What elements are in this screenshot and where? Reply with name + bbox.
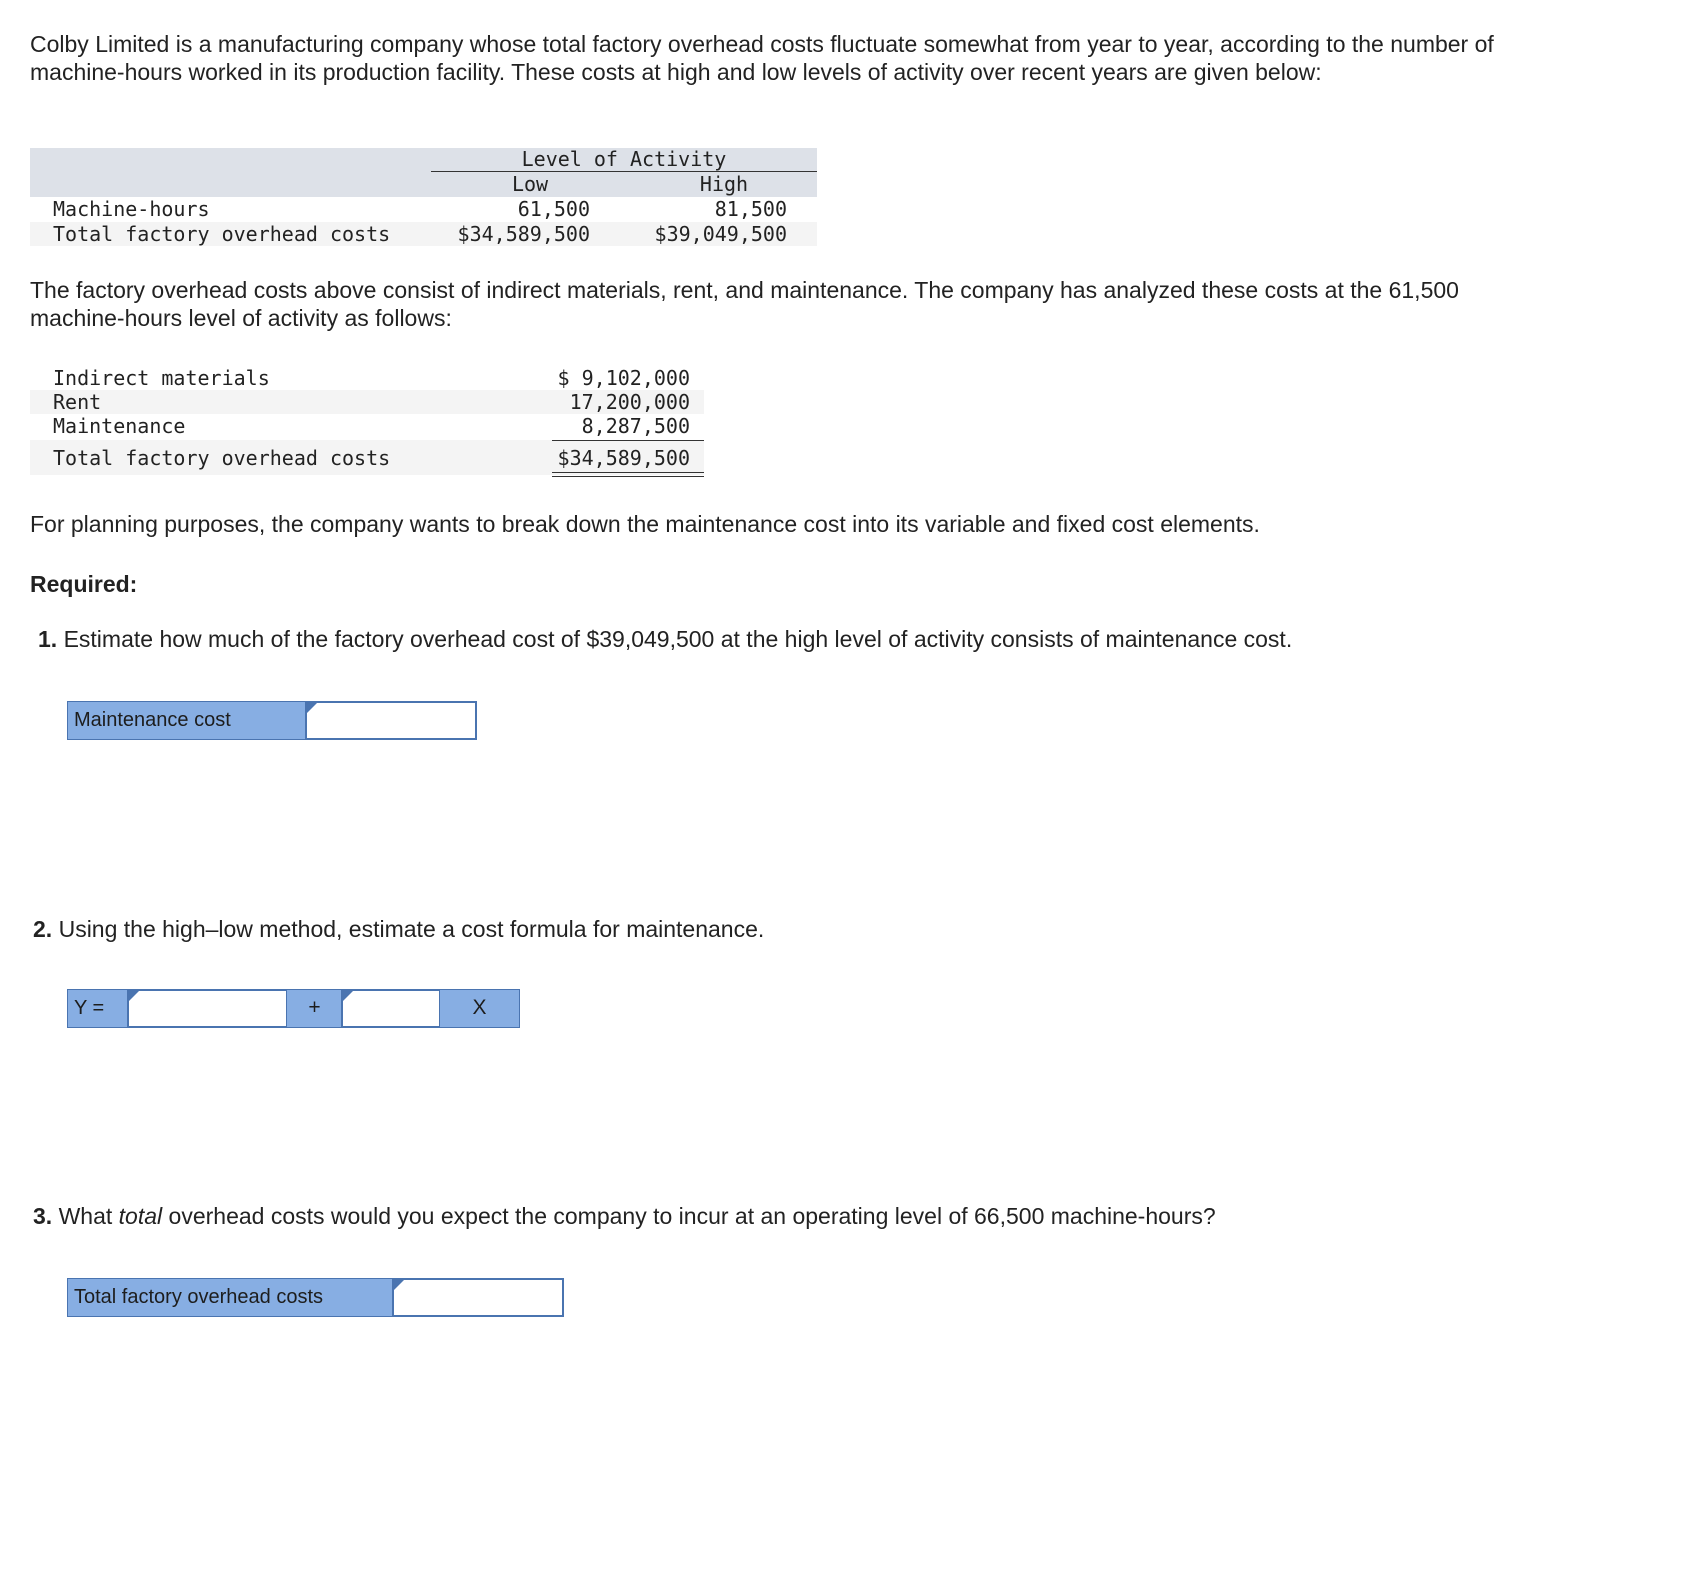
required-heading: Required:: [30, 571, 138, 597]
question-number: 1.: [38, 626, 58, 652]
input-corner-marker: [129, 991, 139, 1001]
question-3: [33, 1202, 1533, 1230]
double-rule-top: [552, 472, 704, 473]
maintenance-cost-label: Maintenance cost: [67, 701, 307, 740]
input-corner-marker: [343, 991, 353, 1001]
total-overhead-label: Total factory overhead costs: [67, 1278, 394, 1317]
question-text-start: What: [58, 1203, 119, 1229]
total-value: $34,589,500: [557, 446, 690, 470]
cell-high: 81,500: [714, 197, 787, 221]
total-label: Total factory overhead costs: [53, 446, 391, 470]
row-label: Indirect materials: [53, 366, 270, 390]
x-variable-label: X: [439, 989, 520, 1028]
maintenance-cost-input[interactable]: [305, 701, 477, 740]
col-header-low: Low: [511, 172, 549, 196]
question-text: Using the high–low method, estimate a cost formula for maintenance.: [58, 916, 765, 942]
question-text-end: overhead costs would you expect the company to incur at an operating level of 66,500 machine-hours?: [162, 1203, 1216, 1229]
row-label: Total factory overhead costs: [53, 222, 391, 246]
cell-high: $39,049,500: [654, 222, 787, 246]
input-corner-marker: [307, 703, 317, 713]
total-overhead-input[interactable]: [392, 1278, 564, 1317]
level-of-activity-header: Level of Activity: [521, 147, 727, 171]
variable-rate-input[interactable]: [341, 989, 441, 1028]
question-number: 3.: [33, 1203, 53, 1229]
question-1: [38, 625, 1538, 653]
col-header-high: High: [699, 172, 749, 196]
question-2: [33, 915, 1533, 943]
double-rule-bottom: [552, 476, 704, 477]
input-corner-marker: [394, 1280, 404, 1290]
plus-sign: +: [286, 989, 343, 1028]
fixed-cost-input[interactable]: [127, 989, 288, 1028]
question-text-italic: total: [118, 1203, 163, 1229]
row-label: Maintenance: [53, 414, 186, 438]
cell-low: $34,589,500: [457, 222, 590, 246]
planning-paragraph: For planning purposes, the company wants to break down the maintenance cost into its variable and fixed cost elements.: [30, 511, 1260, 537]
cell-low: 61,500: [517, 197, 590, 221]
cell-value: 17,200,000: [569, 390, 690, 414]
cell-value: 8,287,500: [581, 414, 690, 438]
subtotal-rule: [552, 440, 704, 441]
y-equals-label: Y =: [67, 989, 129, 1028]
cell-value: $ 9,102,000: [557, 366, 690, 390]
intro-paragraph: Colby Limited is a manufacturing company whose total factory overhead costs fluctuate somewhat from year to year, according to the number of machine-hours worked in its production facility. These costs at high and low levels of activity over recent years are given below:: [30, 31, 1494, 85]
question-number: 2.: [33, 916, 53, 942]
row-label: Machine-hours: [53, 197, 210, 221]
question-text: Estimate how much of the factory overhead cost of $39,049,500 at the high level of activity consists of maintenance cost.: [63, 626, 1293, 652]
analysis-paragraph: The factory overhead costs above consist of indirect materials, rent, and maintenance. The company has analyzed these costs at the 61,500 machine-hours level of activity as follows:: [30, 277, 1459, 331]
row-label: Rent: [53, 390, 102, 414]
